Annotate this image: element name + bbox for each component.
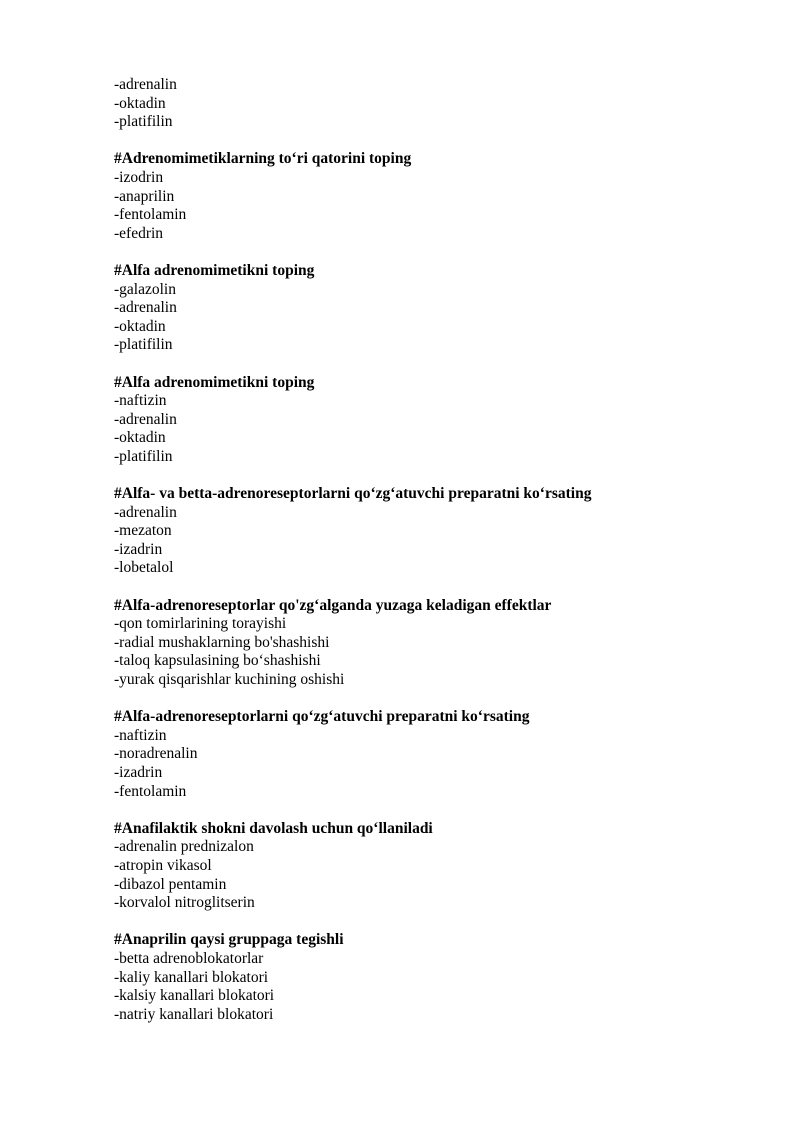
answer-option: -izadrin [114,763,163,781]
question-block [114,708,754,801]
answer-option: -qon tomirlarining torayishi [114,615,287,633]
answer-option: -yurak qisqarishlar kuchining oshishi [114,671,345,688]
answer-option: -platifilin [114,113,173,131]
answer-option: -natriy kanallari blokatori [114,1005,274,1023]
orphan-answer-list [114,76,754,132]
question-block [114,374,754,467]
answer-option: -lobetalol [114,559,174,577]
answer-option: -adrenalin prednizalon [114,838,254,856]
answer-option: -korvalol nitroglitserin [114,894,255,912]
answer-option: -adrenalin [114,299,177,317]
answer-option: -oktadin [114,317,166,335]
question-title: #Anafilaktik shokni davolash uchun qo‘llaniladi [114,819,433,837]
question-block [114,262,754,355]
answer-option: -kaliy kanallari blokatori [114,968,269,986]
question-block [114,820,754,913]
answer-option: -platifilin [114,336,173,354]
answer-option: -mezaton [114,522,172,540]
answer-option: -adrenalin [114,410,177,428]
answer-option: -galazolin [114,280,176,298]
answer-option: -adrenalin [114,503,177,521]
question-title: #Adrenomimetiklarning to‘ri qatorini toping [114,150,412,168]
answer-option: -fentolamin [114,782,187,800]
question-title: #Anaprilin qaysi gruppaga tegishli [114,931,344,949]
answer-option: -izodrin [114,168,164,186]
answer-option: -efedrin [114,224,164,242]
answer-option: -naftizin [114,392,167,410]
answer-option: -dibazol pentamin [114,875,227,893]
answer-option: -fentolamin [114,206,187,224]
answer-option: -naftizin [114,726,167,744]
question-title: #Alfa- va betta-adrenoreseptorlarni qo‘zg‘atuvchi preparatni ko‘rsating [114,485,592,503]
answer-option: -radial mushaklarning bo'shashishi [114,633,330,651]
question-block [114,597,754,690]
question-title: #Alfa-adrenoreseptorlar qo'zg‘alganda yuzaga keladigan effektlar [114,596,552,614]
question-block [114,150,754,243]
answer-option: -oktadin [114,429,166,447]
question-title: #Alfa adrenomimetikni toping [114,373,315,391]
answer-option: -taloq kapsulasining bo‘shashishi [114,652,321,670]
question-block [114,931,754,1024]
answer-option: -platifilin [114,447,173,465]
answer-option: -anaprilin [114,187,175,205]
document-content [114,76,754,1024]
answer-option: -betta adrenoblokatorlar [114,949,264,967]
answer-option: -atropin vikasol [114,856,212,874]
question-title: #Alfa adrenomimetikni toping [114,261,315,279]
question-title: #Alfa-adrenoreseptorlarni qo‘zg‘atuvchi preparatni ko‘rsating [114,708,530,726]
answer-option: -oktadin [114,94,166,112]
answer-option: -adrenalin [114,76,177,93]
answer-option: -noradrenalin [114,745,198,763]
answer-option: -izadrin [114,540,163,558]
answer-option: -kalsiy kanallari blokatori [114,987,275,1005]
question-block [114,485,754,578]
